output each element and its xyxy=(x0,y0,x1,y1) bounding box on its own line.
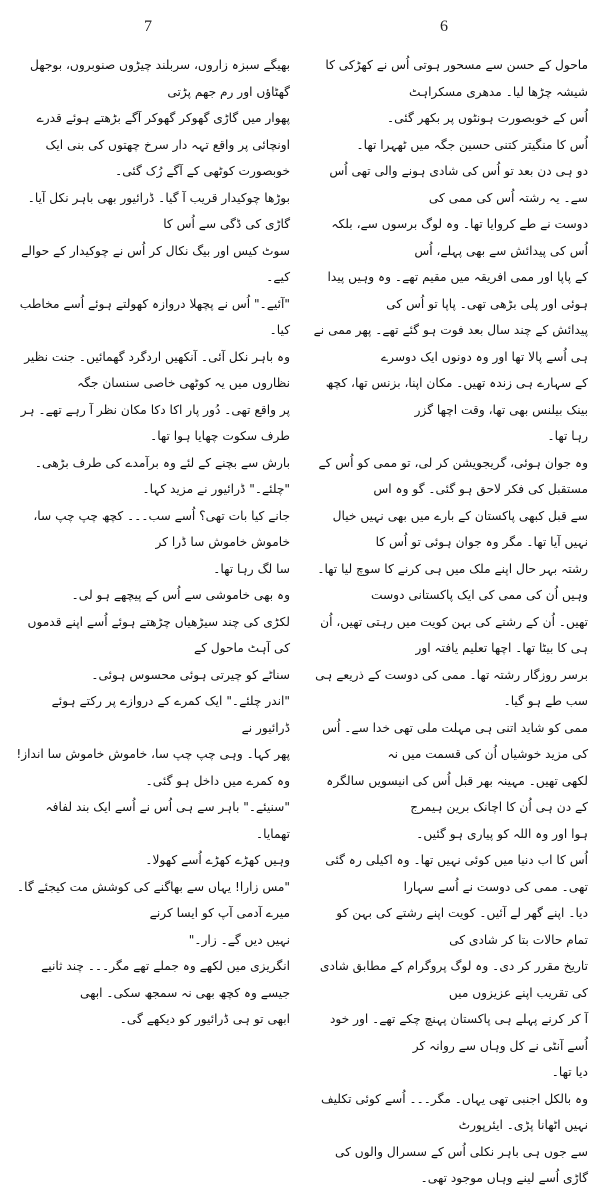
text-line: آ کر کرنے پہلے ہی پاکستان پہنچ چکے تھے۔ اور خود اُسے آنٹی نے کل وہاں سے روانہ کر xyxy=(329,1012,588,1053)
text-line: دیا تھا۔ xyxy=(551,1065,588,1079)
text-line: دیا۔ اپنے گھر لے آئیں۔ کویت اپنے رشتے کی بہن کو تمام حالات بتا کر شادی کی xyxy=(336,906,588,947)
text-line: پھوار میں گاڑی گھوکر گھوکر آگے بڑھتے ہوئے قدرے اونچائی پر واقع تہہ دار سرخ چھتوں کی بنی ایک xyxy=(36,111,290,152)
text-line: کے پاپا اور ممی افریقہ میں مقیم تھے۔ وہ وہیں پیدا ہوئی اور پلی بڑھی تھی۔ پاپا تو اُس کی xyxy=(327,270,588,311)
text-line: ماحول کے حسن سے مسحور ہوتی اُس نے کھڑکی کا شیشہ چڑھا لیا۔ مدھری مسکراہٹ xyxy=(325,58,588,99)
text-line: اُس کا اب دنیا میں کوئی نہیں تھا۔ وہ اکیلی رہ گئی تھی۔ ممی کی دوست نے اُسے سہارا xyxy=(325,853,588,894)
text-line: لکڑی کی چند سیڑھیاں چڑھتے ہوئے اُسے اپنے قدموں کی آہٹ ماحول کے xyxy=(27,614,290,655)
text-line: سوٹ کیس اور بیگ نکال کر اُس نے چوکیدار کے حوالے کیے۔ xyxy=(21,243,290,284)
text-line: پر واقع تھی۔ دُور پار اکا دکا مکان نظر آ رہے تھے۔ ہر طرف سکوت چھایا ہوا تھا۔ xyxy=(20,402,290,443)
text-line: ہوا اور وہ اللہ کو پیاری ہو گئیں۔ xyxy=(416,826,588,841)
text-line: سے قبل کبھی پاکستان کے بارے میں بھی نہیں خیال نہیں آیا تھا۔ مگر وہ جوان ہوئی تو اُس کا xyxy=(332,508,588,549)
text-line: "مس زارا! یہاں سے بھاگنے کی کوشش مت کیجئے گا۔ میرے آدمی آپ کو ایسا کرنے xyxy=(17,879,290,920)
text-line: "چلئے۔" ڈرائیور نے مزید کہا۔ xyxy=(142,482,290,496)
text-line: اُس کا منگیتر کتنی حسین جگہ میں ٹھہرا تھا۔ xyxy=(356,137,588,152)
text-line: انگریزی میں لکھے وہ جملے تھے مگر۔۔۔ چند ثانیے جیسے وہ کچھ بھی نہ سمجھ سکی۔ ابھی xyxy=(41,959,290,1000)
text-line: "آئیے۔" اُس نے پچھلا دروازہ کھولتے ہوئے اُسے مخاطب کیا۔ xyxy=(19,296,290,337)
right-page-column xyxy=(312,52,588,1185)
text-line: اُس کے خوبصورت ہونٹوں پر بکھر گئی۔ xyxy=(386,111,588,125)
text-line: تھیں۔ اُن کے رشتے کی بہن کویت میں رہتی تھیں، اُن ہی کا بیٹا تھا۔ اچھا تعلیم یافتہ اور xyxy=(320,614,588,655)
text-line: سناٹے کو چیرتی ہوئی محسوس ہوئی۔ xyxy=(91,667,290,682)
page-number-left: 7 xyxy=(144,18,152,35)
text-line: پھر کہا۔ وہی چپ چپ سا، خاموش خاموش سا انداز! xyxy=(16,747,290,761)
text-line: رہا تھا۔ xyxy=(547,429,588,443)
text-line: بوڑھا چوکیدار قریب آ گیا۔ ڈرائیور بھی باہر نکل آیا۔ گاڑی کی ڈگی سے اُس کا xyxy=(27,190,290,231)
text-line: وہ بھی خاموشی سے اُس کے پیچھے ہو لی۔ xyxy=(71,588,290,602)
text-line: جانے کیا بات تھی؟ اُسے سب۔۔۔ کچھ چپ چپ سا، خاموش خاموش سا ڈرا کر xyxy=(33,508,290,549)
text-line: وہ بالکل اجنبی تھی یہاں۔ مگر۔۔۔ اُسے کوئی تکلیف نہیں اٹھانا پڑی۔ ایئرپورٹ xyxy=(321,1091,588,1132)
column-gutter xyxy=(298,52,299,790)
text-line: وہیں کھڑے کھڑے اُسے کھولا۔ xyxy=(145,853,290,867)
text-line: دوست نے طے کروایا تھا۔ وہ لوگ برسوں سے، بلکہ اُس کی پیدائش سے بھی پہلے، اُس xyxy=(331,217,588,258)
text-line: بارش سے بچنے کے لئے وہ برآمدے کی طرف بڑھی۔ xyxy=(34,455,290,470)
text-line: سا لگ رہا تھا۔ xyxy=(213,561,290,576)
text-line: برسر روزگار رشتہ تھا۔ ممی کی دوست کے ذریعے ہی سب طے ہو گیا۔ xyxy=(315,667,588,708)
text-line: "سنیئے۔" باہر سے ہی اُس نے اُسے ایک بند لفافہ تھمایا۔ xyxy=(45,800,290,841)
text-line: پیدائش کے چند سال بعد فوت ہو گئے تھے۔ پھر ممی نے ہی اُسے پالا تھا اور وہ دونوں ایک دوسرے xyxy=(313,323,588,364)
text-line: وہ جوان ہوئی، گریجویشن کر لی، تو ممی کو اُس کے مستقبل کی فکر لاحق ہو گئی۔ گو وہ اس xyxy=(318,455,588,496)
text-line: کے سہارے ہی زندہ تھیں۔ مکان اپنا، بزنس تھا، کچھ بینک بیلنس بھی تھا، وقت اچھا گزر xyxy=(325,376,588,417)
text-line: خوبصورت کوٹھی کے آگے رُک گئی۔ xyxy=(115,164,290,178)
text-line: دو ہی دن بعد تو اُس کی شادی ہونے والی تھی اُس سے۔ یہ رشتہ اُس کی ممی کی xyxy=(329,164,588,205)
text-line: وہ باہر نکل آئی۔ آنکھیں اردگرد گھمائیں۔ جنت نظیر نظاروں میں یہ کوٹھی خاصی سنسان جگہ xyxy=(24,349,290,390)
text-line: "اندر چلئے۔" ایک کمرے کے دروازے پر رکتے ہوئے ڈرائیور نے xyxy=(51,694,290,735)
text-line: لکھی تھیں۔ مہینہ بھر قبل اُس کی انیسویں سالگرہ کے دن ہی اُن کا اچانک برین ہیمرج xyxy=(326,773,588,814)
text-line: ممی کو شاید اتنی ہی مہلت ملی تھی خدا سے۔ اُس کی مزید خوشیاں اُن کی قسمت میں نہ xyxy=(322,720,588,761)
text-line: ابھی تو ہی ڈرائیور کو دیکھے گی۔ xyxy=(119,1012,290,1026)
text-line: وہ کمرے میں داخل ہو گئی۔ xyxy=(145,773,290,788)
left-page-column xyxy=(14,52,290,1026)
page-number-right: 6 xyxy=(440,18,448,35)
text-line: رشتہ بہر حال اپنے ملک میں ہی کرنے کا سوچ لیا تھا۔ وہیں اُن کی ممی کی ایک پاکستانی دوست xyxy=(317,561,588,602)
text-line: نہیں دیں گے۔ زار۔" xyxy=(188,932,290,947)
text-line: سے جوں ہی باہر نکلی اُس کے سسرال والوں کی گاڑی اُسے لینے وہاں موجود تھی۔ xyxy=(334,1144,588,1185)
text-line: بھیگے سبزہ زاروں، سربلند چیڑوں صنوبروں، بوجھل گھٹاؤں اور رم جھم پڑتی xyxy=(30,58,290,99)
text-line: تاریخ مقرر کر دی۔ وہ لوگ پروگرام کے مطابق شادی کی تقریب اپنے عزیزوں میں xyxy=(319,959,588,1000)
